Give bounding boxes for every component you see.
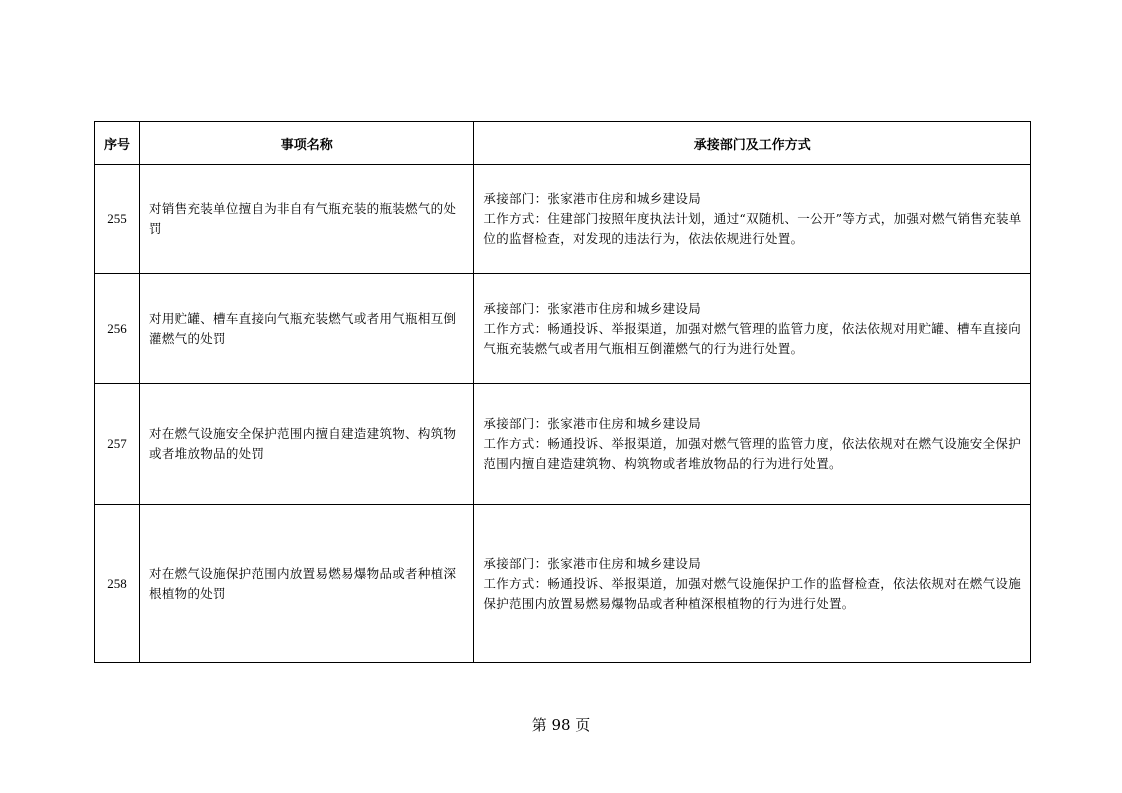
row-work-method: 工作方式：畅通投诉、举报渠道，加强对燃气设施保护工作的监督检查，依法依规对在燃气设施保护范围内放置易燃易爆物品或者种植深根植物的行为进行处置。	[483, 575, 1021, 611]
row-work-method: 工作方式：住建部门按照年度执法计划，通过“双随机、一公开”等方式，加强对燃气销售充装单位的监督检查，对发现的违法行为，依法依规进行处置。	[483, 211, 1022, 246]
table-row	[95, 274, 1031, 384]
row-department-method	[474, 165, 1031, 274]
row-serial-number: 256	[95, 274, 140, 384]
row-item-name: 对销售充装单位擅自为非自有气瓶充装的瓶装燃气的处罚	[140, 165, 474, 274]
row-serial-number: 258	[95, 505, 140, 663]
row-item-name: 对在燃气设施安全保护范围内擅自建造建筑物、构筑物或者堆放物品的处罚	[140, 384, 474, 505]
row-item-name: 对用贮罐、槽车直接向气瓶充装燃气或者用气瓶相互倒灌燃气的处罚	[140, 274, 474, 384]
row-department-label: 承接部门：张家港市住房和城乡建设局	[483, 300, 701, 316]
table-row	[95, 384, 1031, 505]
row-work-method: 工作方式：畅通投诉、举报渠道，加强对燃气管理的监管力度，依法依规对在燃气设施安全保护范围内擅自建造建筑物、构筑物或者堆放物品的行为进行处置。	[483, 436, 1021, 471]
page-number: 第 98 页	[531, 716, 591, 734]
row-department-method	[474, 384, 1031, 505]
row-serial-number: 257	[95, 384, 140, 505]
table-header-row	[95, 122, 1031, 165]
table-row	[95, 165, 1031, 274]
row-department-method	[474, 505, 1031, 663]
items-table	[94, 121, 1031, 663]
row-work-method: 工作方式：畅通投诉、举报渠道，加强对燃气管理的监管力度，依法依规对用贮罐、槽车直接向气瓶充装燃气或者用气瓶相互倒灌燃气的行为进行处置。	[483, 320, 1021, 356]
header-serial-number: 序号	[95, 122, 140, 165]
header-item-name: 事项名称	[140, 122, 474, 165]
row-department-label: 承接部门：张家港市住房和城乡建设局	[483, 555, 701, 571]
row-department-label: 承接部门：张家港市住房和城乡建设局	[483, 191, 701, 206]
row-serial-number: 255	[95, 165, 140, 274]
row-department-label: 承接部门：张家港市住房和城乡建设局	[483, 416, 701, 431]
table-row	[95, 505, 1031, 663]
row-item-name: 对在燃气设施保护范围内放置易燃易爆物品或者种植深根植物的处罚	[140, 505, 474, 663]
header-department-method: 承接部门及工作方式	[474, 122, 1031, 165]
row-department-method	[474, 274, 1031, 384]
